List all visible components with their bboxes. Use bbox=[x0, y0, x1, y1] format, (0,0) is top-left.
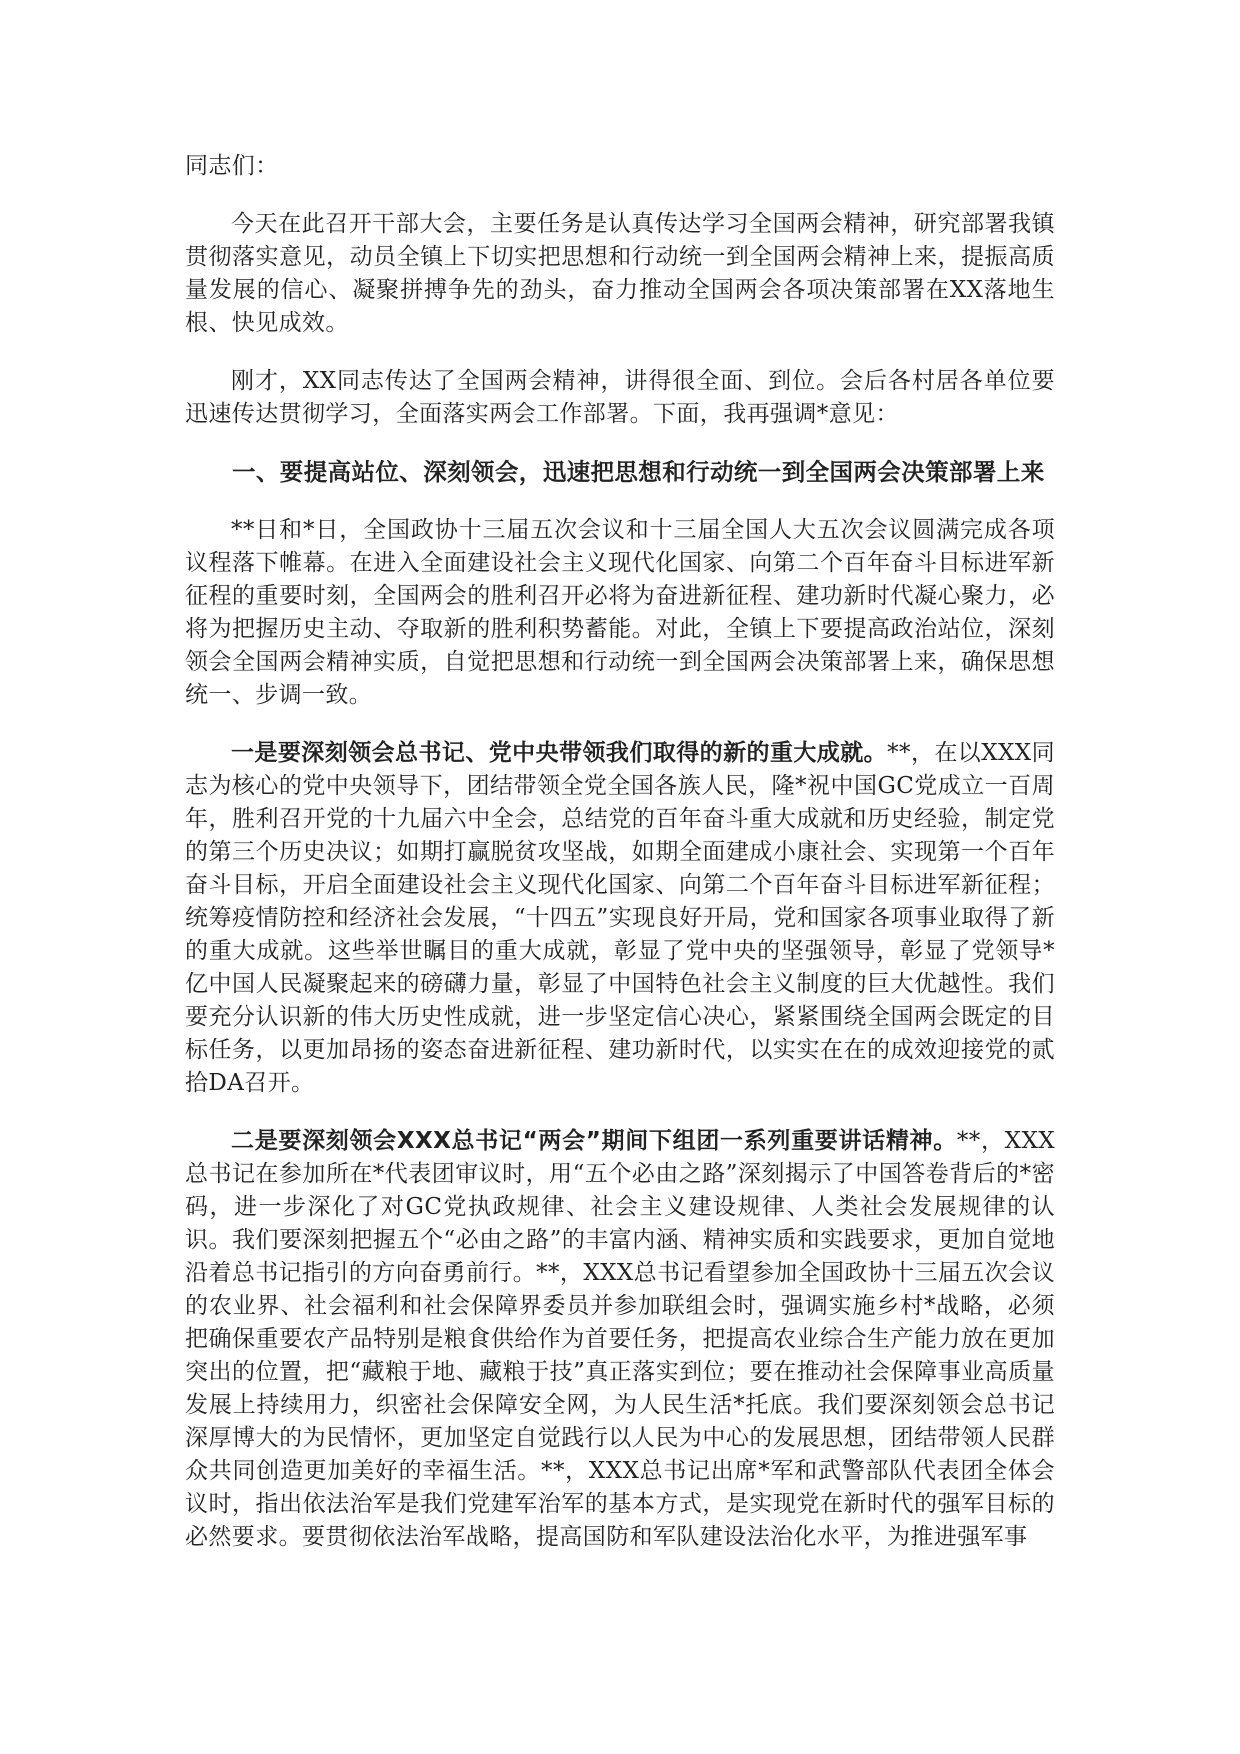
intro-paragraph-1: 今天在此召开干部大会，主要任务是认真传达学习全国两会精神，研究部署我镇贯彻落实意见，动员全镇上下切实把思想和行动统一到全国两会精神上来，提振高质量发展的信心、凝聚拼搏争先的劲头，奋力推动全国两会各项决策部署在XX落地生根、快见成效。 bbox=[185, 211, 1055, 336]
point-2-lead: 二是要深刻领会XXX总书记“两会”期间下组团一系列重要讲话精神。 bbox=[231, 1128, 957, 1154]
point-2-paragraph bbox=[185, 1125, 1055, 1554]
point-2-body: **，XXX总书记在参加所在*代表团审议时，用“五个必由之路”深刻揭示了中国答卷背后的*密码，进一步深化了对GC党执政规律、社会主义建设规律、人类社会发展规律的认识。我们要深刻把握五个“必由之路”的丰富内涵、精神实质和实践要求，更加自觉地沿着总书记指引的方向奋勇前行。**，XXX总书记看望参加全国政协十三届五次会议的农业界、社会福利和社会保障界委员并参加联组会时，强调实施乡村*战略，必须把确保重要农产品特别是粮食供给作为首要任务，把提高农业综合生产能力放在更加突出的位置，把“藏粮于地、藏粮于技”真正落实到位；要在推动社会保障事业高质量发展上持续用力，织密社会保障安全网，为人民生活*托底。我们要深刻领会总书记深厚博大的为民情怀，更加坚定自觉践行以人民为中心的发展思想，团结带领人民群众共同创造更加美好的幸福生活。**，XXX总书记出席*军和武警部队代表团全体会议时，指出依法治军是我们党建军治军的基本方式，是实现党在新时代的强军目标的必然要求。要贯彻依法治军战略，提高国防和军队建设法治化水平，为推进强军事 bbox=[185, 1128, 1055, 1550]
salutation: 同志们： bbox=[185, 153, 279, 179]
document-page bbox=[185, 150, 1055, 1554]
point-1-body: **，在以XXX同志为核心的党中央领导下，团结带领全党全国各族人民，隆*祝中国GC党成立一百周年，胜利召开党的十九届六中全会，总结党的百年奋斗重大成就和历史经验，制定党的第三个历史决议；如期打赢脱贫攻坚战，如期全面建成小康社会、实现第一个百年奋斗目标，开启全面建设社会主义现代化国家、向第二个百年奋斗目标进军新征程；统筹疫情防控和经济社会发展，“十四五”实现良好开局，党和国家各项事业取得了新的重大成就。这些举世瞩目的重大成就，彰显了党中央的坚强领导，彰显了党领导*亿中国人民凝聚起来的磅礴力量，彰显了中国特色社会主义制度的巨大优越性。我们要充分认识新的伟大历史性成就，进一步坚定信心决心，紧紧围绕全国两会既定的目标任务，以更加昂扬的姿态奋进新征程、建功新时代，以实实在在的成效迎接党的贰拾DA召开。 bbox=[185, 740, 1055, 1096]
point-1-paragraph bbox=[185, 737, 1055, 1100]
intro-paragraph-2: 刚才，XX同志传达了全国两会精神，讲得很全面、到位。会后各村居各单位要迅速传达贯彻学习，全面落实两会工作部署。下面，我再强调*意见： bbox=[185, 368, 1055, 427]
section-1-body: **日和*日，全国政协十三届五次会议和十三届全国人大五次会议圆满完成各项议程落下帷幕。在进入全面建设社会主义现代化国家、向第二个百年奋斗目标进军新征程的重要时刻，全国两会的胜利召开必将为奋进新征程、建功新时代凝心聚力，必将为把握历史主动、夺取新的胜利积势蓄能。对此，全镇上下要提高政治站位，深刻领会全国两会精神实质，自觉把思想和行动统一到全国两会决策部署上来，确保思想统一、步调一致。 bbox=[185, 517, 1055, 708]
point-1-lead: 一是要深刻领会总书记、党中央带领我们取得的新的重大成就。 bbox=[231, 740, 888, 766]
section-heading-1: 一、要提高站位、深刻领会，迅速把思想和行动统一到全国两会决策部署上来 bbox=[232, 458, 1045, 486]
